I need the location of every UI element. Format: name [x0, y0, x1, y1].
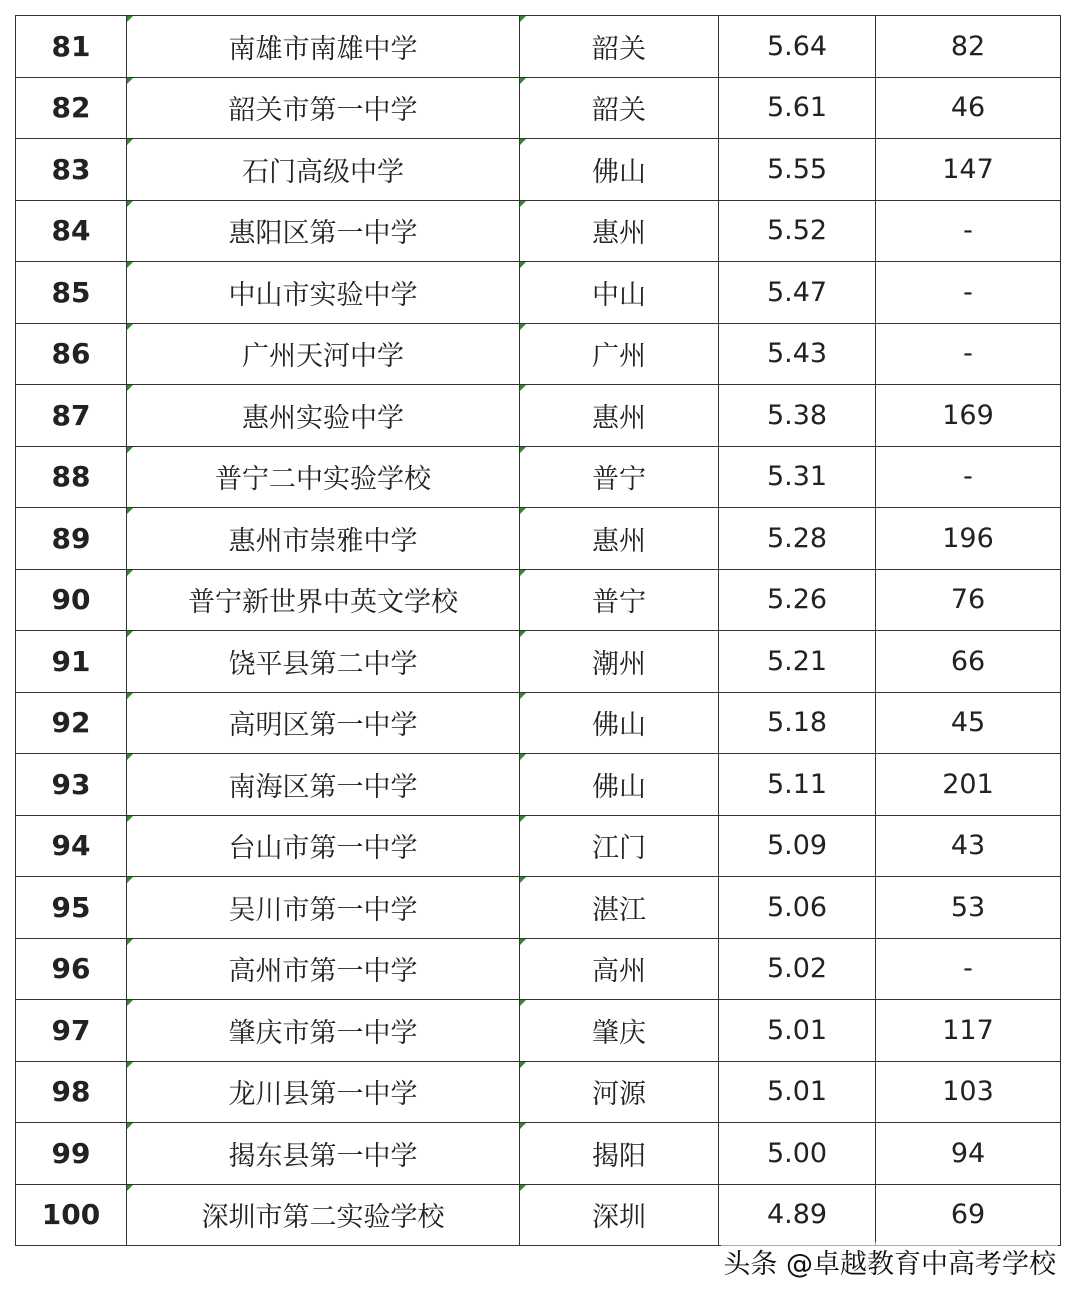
city-cell — [520, 569, 719, 631]
score-cell — [719, 16, 876, 78]
count-cell-text: 169 — [942, 399, 994, 431]
count-cell — [876, 938, 1061, 1000]
score-cell — [719, 1123, 876, 1185]
rank-cell — [16, 139, 127, 201]
score-cell — [719, 569, 876, 631]
school-name-cell — [127, 1123, 520, 1185]
count-cell — [876, 754, 1061, 816]
table-row — [16, 16, 1061, 78]
ranking-table-body — [16, 16, 1061, 1246]
school-name-cell — [127, 139, 520, 201]
school-name-cell — [127, 569, 520, 631]
school-name-cell-text: 高州市第一中学 — [228, 956, 418, 988]
school-name-cell — [127, 754, 520, 816]
school-name-cell-text: 普宁新世界中英文学校 — [188, 587, 458, 619]
city-cell — [520, 323, 719, 385]
rank-cell — [16, 1123, 127, 1185]
school-name-cell-text: 深圳市第二实验学校 — [201, 1202, 445, 1234]
school-name-cell — [127, 16, 520, 78]
score-cell — [719, 754, 876, 816]
table-row — [16, 262, 1061, 324]
city-cell — [520, 754, 719, 816]
rank-cell-text: 97 — [51, 1013, 91, 1047]
rank-cell — [16, 877, 127, 939]
count-cell-text: - — [963, 276, 973, 308]
rank-cell-text: 83 — [51, 152, 91, 186]
table-row — [16, 938, 1061, 1000]
score-cell — [719, 815, 876, 877]
rank-cell — [16, 262, 127, 324]
table-row — [16, 1123, 1061, 1185]
city-cell-text: 中山 — [592, 279, 646, 311]
count-cell — [876, 200, 1061, 262]
count-cell — [876, 77, 1061, 139]
table-row — [16, 569, 1061, 631]
score-cell-text: 5.64 — [766, 30, 828, 62]
count-cell — [876, 262, 1061, 324]
rank-cell-text: 96 — [51, 952, 91, 986]
score-cell — [719, 139, 876, 201]
count-cell-text: 196 — [942, 522, 994, 554]
city-cell-text: 普宁 — [592, 464, 646, 496]
cell-comment-marker — [520, 1062, 526, 1068]
score-cell-text: 5.31 — [766, 461, 828, 493]
school-name-cell — [127, 631, 520, 693]
count-cell — [876, 16, 1061, 78]
city-cell — [520, 385, 719, 447]
count-cell-text: - — [963, 338, 973, 370]
rank-cell-text: 98 — [51, 1075, 91, 1109]
rank-cell-text: 92 — [51, 706, 91, 740]
score-cell-text: 5.09 — [766, 830, 828, 862]
rank-cell-text: 87 — [51, 398, 91, 432]
city-cell — [520, 262, 719, 324]
count-cell-text: 46 — [950, 92, 986, 124]
rank-cell — [16, 815, 127, 877]
cell-comment-marker — [520, 754, 526, 760]
school-name-cell — [127, 77, 520, 139]
school-name-cell — [127, 200, 520, 262]
city-cell-text: 普宁 — [592, 587, 646, 619]
city-cell-text: 深圳 — [592, 1202, 646, 1234]
score-cell-text: 5.47 — [766, 276, 828, 308]
cell-comment-marker — [127, 693, 133, 699]
count-cell — [876, 446, 1061, 508]
cell-comment-marker — [520, 631, 526, 637]
school-name-cell — [127, 508, 520, 570]
score-cell — [719, 692, 876, 754]
rank-cell — [16, 323, 127, 385]
city-cell — [520, 692, 719, 754]
city-cell-text: 佛山 — [592, 156, 646, 188]
cell-comment-marker — [520, 816, 526, 822]
cell-comment-marker — [127, 508, 133, 514]
cell-comment-marker — [127, 1123, 133, 1129]
city-cell-text: 揭阳 — [592, 1140, 646, 1172]
table-row — [16, 323, 1061, 385]
table-row — [16, 877, 1061, 939]
rank-cell — [16, 1184, 127, 1246]
count-cell-text: 82 — [950, 30, 986, 62]
cell-comment-marker — [127, 262, 133, 268]
rank-cell-text: 89 — [51, 521, 91, 555]
table-row — [16, 508, 1061, 570]
rank-cell — [16, 16, 127, 78]
city-cell-text: 韶关 — [592, 33, 646, 65]
school-name-cell-text: 高明区第一中学 — [228, 710, 418, 742]
count-cell-text: 43 — [950, 830, 986, 862]
school-name-cell-text: 石门高级中学 — [242, 156, 404, 188]
score-cell-text: 5.11 — [766, 768, 828, 800]
cell-comment-marker — [520, 262, 526, 268]
score-cell — [719, 631, 876, 693]
school-name-cell-text: 揭东县第一中学 — [228, 1140, 418, 1172]
city-cell-text: 佛山 — [592, 771, 646, 803]
count-cell-text: 201 — [942, 768, 994, 800]
table-row — [16, 1184, 1061, 1246]
rank-cell-text: 86 — [51, 337, 91, 371]
city-cell-text: 广州 — [592, 341, 646, 373]
cell-comment-marker — [127, 1062, 133, 1068]
cell-comment-marker — [520, 570, 526, 576]
school-name-cell-text: 惠州市崇雅中学 — [228, 525, 418, 557]
cell-comment-marker — [127, 139, 133, 145]
city-cell — [520, 16, 719, 78]
score-cell-text: 5.00 — [766, 1137, 828, 1169]
rank-cell-text: 84 — [51, 214, 91, 248]
score-cell — [719, 938, 876, 1000]
score-cell — [719, 1000, 876, 1062]
score-cell — [719, 508, 876, 570]
count-cell-text: - — [963, 461, 973, 493]
rank-cell — [16, 1061, 127, 1123]
rank-cell-text: 99 — [51, 1136, 91, 1170]
score-cell-text: 5.61 — [766, 92, 828, 124]
score-cell — [719, 77, 876, 139]
cell-comment-marker — [127, 385, 133, 391]
rank-cell — [16, 938, 127, 1000]
cell-comment-marker — [127, 201, 133, 207]
city-cell — [520, 1000, 719, 1062]
count-cell-text: 66 — [950, 645, 986, 677]
city-cell — [520, 1123, 719, 1185]
city-cell — [520, 1184, 719, 1246]
school-name-cell — [127, 385, 520, 447]
rank-cell — [16, 446, 127, 508]
score-cell-text: 5.52 — [766, 215, 828, 247]
school-name-cell-text: 惠州实验中学 — [242, 402, 404, 434]
city-cell — [520, 139, 719, 201]
count-cell-text: 94 — [950, 1137, 986, 1169]
count-cell-text: - — [963, 215, 973, 247]
rank-cell — [16, 754, 127, 816]
school-name-cell — [127, 1000, 520, 1062]
score-cell — [719, 262, 876, 324]
rank-cell — [16, 77, 127, 139]
cell-comment-marker — [127, 816, 133, 822]
table-row — [16, 385, 1061, 447]
rank-cell — [16, 631, 127, 693]
school-name-cell-text: 龙川县第一中学 — [228, 1079, 418, 1111]
table-row — [16, 754, 1061, 816]
count-cell — [876, 1123, 1061, 1185]
school-name-cell-text: 饶平县第二中学 — [228, 648, 418, 680]
count-cell-text: - — [963, 953, 973, 985]
cell-comment-marker — [127, 939, 133, 945]
rank-cell-text: 82 — [51, 91, 91, 125]
cell-comment-marker — [127, 324, 133, 330]
cell-comment-marker — [520, 693, 526, 699]
count-cell — [876, 815, 1061, 877]
watermark-text: 头条 @卓越教育中高考学校 — [721, 1242, 1058, 1281]
count-cell-text: 103 — [942, 1076, 994, 1108]
score-cell-text: 5.06 — [766, 891, 828, 923]
cell-comment-marker — [520, 447, 526, 453]
school-name-cell — [127, 1184, 520, 1246]
count-cell — [876, 323, 1061, 385]
city-cell — [520, 815, 719, 877]
table-row — [16, 815, 1061, 877]
city-cell-text: 佛山 — [592, 710, 646, 742]
city-cell — [520, 877, 719, 939]
school-name-cell — [127, 692, 520, 754]
city-cell — [520, 1061, 719, 1123]
count-cell — [876, 508, 1061, 570]
rank-cell-text: 91 — [51, 644, 91, 678]
school-name-cell — [127, 262, 520, 324]
rank-cell — [16, 508, 127, 570]
table-row — [16, 139, 1061, 201]
school-name-cell-text: 吴川市第一中学 — [228, 894, 418, 926]
rank-cell-text: 93 — [51, 767, 91, 801]
rank-cell — [16, 385, 127, 447]
rank-cell — [16, 1000, 127, 1062]
score-cell-text: 5.21 — [766, 645, 828, 677]
count-cell — [876, 631, 1061, 693]
cell-comment-marker — [127, 631, 133, 637]
count-cell-text: 69 — [950, 1199, 986, 1231]
score-cell-text: 5.01 — [766, 1014, 828, 1046]
city-cell-text: 惠州 — [592, 525, 646, 557]
city-cell — [520, 508, 719, 570]
city-cell-text: 肇庆 — [592, 1017, 646, 1049]
score-cell-text: 5.02 — [766, 953, 828, 985]
score-cell — [719, 323, 876, 385]
cell-comment-marker — [127, 877, 133, 883]
cell-comment-marker — [127, 447, 133, 453]
cell-comment-marker — [520, 1185, 526, 1191]
school-name-cell — [127, 323, 520, 385]
count-cell-text: 147 — [942, 153, 994, 185]
school-name-cell — [127, 815, 520, 877]
cell-comment-marker — [127, 1000, 133, 1006]
cell-comment-marker — [520, 16, 526, 22]
school-name-cell — [127, 877, 520, 939]
cell-comment-marker — [520, 385, 526, 391]
city-cell-text: 湛江 — [592, 894, 646, 926]
cell-comment-marker — [520, 1000, 526, 1006]
cell-comment-marker — [127, 16, 133, 22]
ranking-table-wrapper — [15, 15, 1061, 1246]
school-name-cell-text: 普宁二中实验学校 — [215, 464, 431, 496]
cell-comment-marker — [520, 939, 526, 945]
rank-cell-text: 100 — [41, 1198, 101, 1232]
cell-comment-marker — [127, 1185, 133, 1191]
rank-cell-text: 94 — [51, 829, 91, 863]
school-name-cell — [127, 1061, 520, 1123]
cell-comment-marker — [520, 324, 526, 330]
school-name-cell-text: 韶关市第一中学 — [228, 95, 418, 127]
rank-cell — [16, 569, 127, 631]
score-cell — [719, 1184, 876, 1246]
count-cell — [876, 385, 1061, 447]
score-cell — [719, 200, 876, 262]
table-row — [16, 77, 1061, 139]
score-cell-text: 5.38 — [766, 399, 828, 431]
city-cell — [520, 938, 719, 1000]
city-cell — [520, 446, 719, 508]
cell-comment-marker — [127, 570, 133, 576]
city-cell — [520, 200, 719, 262]
count-cell-text: 76 — [950, 584, 986, 616]
score-cell-text: 5.18 — [766, 707, 828, 739]
school-name-cell-text: 中山市实验中学 — [228, 279, 418, 311]
school-name-cell-text: 广州天河中学 — [242, 341, 404, 373]
cell-comment-marker — [520, 201, 526, 207]
city-cell-text: 高州 — [592, 956, 646, 988]
score-cell — [719, 446, 876, 508]
school-name-cell-text: 肇庆市第一中学 — [228, 1017, 418, 1049]
table-row — [16, 1061, 1061, 1123]
cell-comment-marker — [127, 78, 133, 84]
score-cell-text: 4.89 — [766, 1199, 828, 1231]
ranking-table — [15, 15, 1061, 1246]
school-name-cell — [127, 938, 520, 1000]
score-cell-text: 5.55 — [766, 153, 828, 185]
rank-cell-text: 95 — [51, 890, 91, 924]
count-cell — [876, 1184, 1061, 1246]
cell-comment-marker — [520, 877, 526, 883]
score-cell-text: 5.26 — [766, 584, 828, 616]
city-cell-text: 江门 — [592, 833, 646, 865]
cell-comment-marker — [520, 508, 526, 514]
count-cell — [876, 877, 1061, 939]
score-cell — [719, 877, 876, 939]
city-cell-text: 韶关 — [592, 95, 646, 127]
table-row — [16, 631, 1061, 693]
table-row — [16, 1000, 1061, 1062]
school-name-cell-text: 台山市第一中学 — [228, 833, 418, 865]
score-cell — [719, 1061, 876, 1123]
table-row — [16, 692, 1061, 754]
school-name-cell-text: 南雄市南雄中学 — [228, 33, 418, 65]
rank-cell-text: 90 — [51, 583, 91, 617]
cell-comment-marker — [520, 78, 526, 84]
count-cell — [876, 139, 1061, 201]
city-cell — [520, 631, 719, 693]
cell-comment-marker — [520, 1123, 526, 1129]
score-cell-text: 5.01 — [766, 1076, 828, 1108]
table-row — [16, 446, 1061, 508]
count-cell — [876, 569, 1061, 631]
rank-cell — [16, 692, 127, 754]
score-cell-text: 5.28 — [766, 522, 828, 554]
school-name-cell — [127, 446, 520, 508]
rank-cell-text: 88 — [51, 460, 91, 494]
score-cell — [719, 385, 876, 447]
count-cell — [876, 1000, 1061, 1062]
school-name-cell-text: 惠阳区第一中学 — [228, 218, 418, 250]
cell-comment-marker — [127, 754, 133, 760]
school-name-cell-text: 南海区第一中学 — [228, 771, 418, 803]
count-cell-text: 45 — [950, 707, 986, 739]
cell-comment-marker — [520, 139, 526, 145]
rank-cell-text: 81 — [51, 29, 91, 63]
count-cell-text: 117 — [942, 1014, 994, 1046]
city-cell — [520, 77, 719, 139]
count-cell-text: 53 — [950, 891, 986, 923]
count-cell — [876, 1061, 1061, 1123]
table-row — [16, 200, 1061, 262]
city-cell-text: 河源 — [592, 1079, 646, 1111]
score-cell-text: 5.43 — [766, 338, 828, 370]
city-cell-text: 惠州 — [592, 218, 646, 250]
city-cell-text: 潮州 — [592, 648, 646, 680]
rank-cell-text: 85 — [51, 275, 91, 309]
count-cell — [876, 692, 1061, 754]
city-cell-text: 惠州 — [592, 402, 646, 434]
rank-cell — [16, 200, 127, 262]
